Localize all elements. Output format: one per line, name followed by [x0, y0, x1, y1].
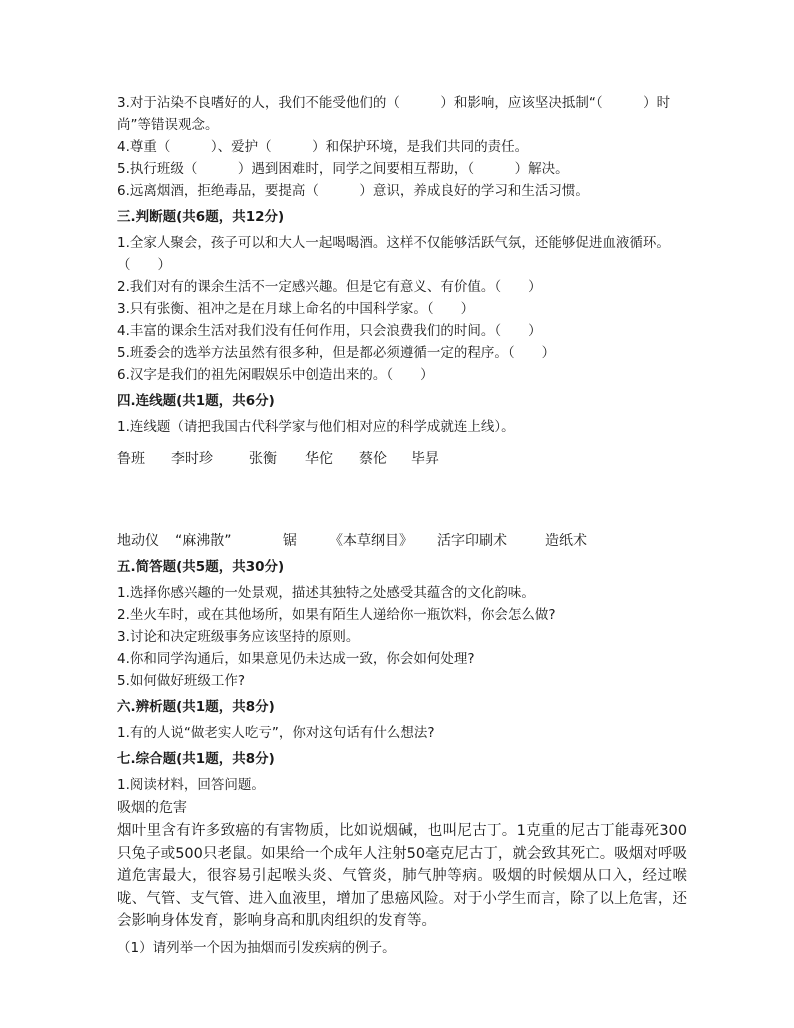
- scientist-row: [117, 448, 687, 470]
- exam-page: [117, 92, 687, 959]
- achievement-name: “麻沸散”: [175, 533, 232, 549]
- achievement-name: 《本草纲目》: [329, 533, 413, 549]
- question-sa-2: 2.坐火车时，或在其他场所，如果有陌生人递给你一瓶饮料，你会怎么做?: [117, 607, 556, 623]
- scientist-name: 华佗: [305, 451, 333, 467]
- question-tf-5: 5.班委会的选举方法虽然有很多种，但是都必须遵循一定的程序。（ ）: [117, 345, 556, 361]
- question-sa-3: 3.讨论和决定班级事务应该坚持的原则。: [117, 629, 360, 645]
- section-true-false: [117, 206, 687, 386]
- question-tf-3: 3.只有张衡、祖冲之是在月球上命名的中国科学家。（ ）: [117, 301, 475, 317]
- fill-in-questions: [117, 92, 687, 202]
- section-short-answer: [117, 556, 687, 692]
- achievement-row: [117, 530, 687, 552]
- question-fill-5: 5.执行班级（ ）遇到困难时，同学之间要相互帮助，（ ）解决。: [117, 161, 569, 177]
- sub-question-1: （1）请列举一个因为抽烟而引发疾病的例子。: [117, 939, 396, 956]
- comprehensive-instruction: 1.阅读材料，回答问题。: [117, 777, 265, 793]
- question-sa-4: 4.你和同学沟通后，如果意见仍未达成一致，你会如何处理?: [117, 651, 475, 667]
- section-heading: 七.综合题(共1题，共8分): [117, 751, 275, 767]
- question-tf-4: 4.丰富的课余生活对我们没有任何作用，只会浪费我们的时间。（ ）: [117, 323, 542, 339]
- question-sa-5: 5.如何做好班级工作?: [117, 673, 246, 689]
- question-tf-1: 1.全家人聚会，孩子可以和大人一起喝喝酒。这样不仅能够活跃气氛，还能够促进血液循环。（ ）: [117, 235, 670, 273]
- scientist-name: 蔡伦: [359, 451, 387, 467]
- achievement-name: 活字印刷术: [437, 533, 507, 549]
- scientist-name: 李时珍: [171, 451, 213, 467]
- scientist-name: 张衡: [249, 451, 277, 467]
- question-fill-3: 3.对于沾染不良嗜好的人，我们不能受他们的（ ）和影响，应该坚决抵制“（ ）时尚”等错误观念。: [117, 95, 671, 133]
- question-tf-6: 6.汉字是我们的祖先闲暇娱乐中创造出来的。（ ）: [117, 367, 434, 383]
- passage-title: 吸烟的危害: [117, 800, 187, 816]
- question-analysis-1: 1.有的人说“做老实人吃亏”，你对这句话有什么想法?: [117, 725, 435, 741]
- achievement-name: 锯: [283, 533, 297, 549]
- achievement-name: 地动仪: [117, 533, 159, 549]
- question-fill-4: 4.尊重（ ）、爱护（ ）和保护环境，是我们共同的责任。: [117, 139, 529, 155]
- passage-text: 烟叶里含有许多致癌的有害物质，比如说烟碱，也叫尼古丁。1克重的尼古丁能毒死300只兔子或500只老鼠。如果给一个成年人注射50毫克尼古丁，就会致其死亡。吸烟对呼吸道危害最大，很容易引起喉头炎、气管炎，肺气肿等病。吸烟的时候烟从口入，经过喉咙、气管、支气管、进入血液里，增加了患癌风险。对于小学生而言，除了以上危害，还会影响身体发育，影响身高和肌肉组织的发育等。: [117, 823, 687, 929]
- section-heading: 五.简答题(共5题，共30分): [117, 559, 285, 575]
- section-heading: 四.连线题(共1题，共6分): [117, 393, 275, 409]
- question-fill-6: 6.远离烟酒，拒绝毒品，要提高（ ）意识，养成良好的学习和生活习惯。: [117, 183, 589, 199]
- question-sa-1: 1.选择你感兴趣的一处景观，描述其独特之处感受其蕴含的文化韵味。: [117, 585, 535, 601]
- section-heading: 六.辨析题(共1题，共8分): [117, 699, 275, 715]
- question-tf-2: 2.我们对有的课余生活不一定感兴趣。但是它有意义、有价值。（ ）: [117, 279, 542, 295]
- section-heading: 三.判断题(共6题，共12分): [117, 209, 285, 225]
- scientist-name: 鲁班: [117, 451, 145, 467]
- section-comprehensive: [117, 748, 687, 959]
- matching-instruction: 1.连线题（请把我国古代科学家与他们相对应的科学成就连上线）。: [117, 419, 515, 435]
- section-matching: [117, 390, 687, 552]
- section-analysis: [117, 696, 687, 744]
- scientist-name: 毕昇: [411, 451, 439, 467]
- achievement-name: 造纸术: [545, 533, 587, 549]
